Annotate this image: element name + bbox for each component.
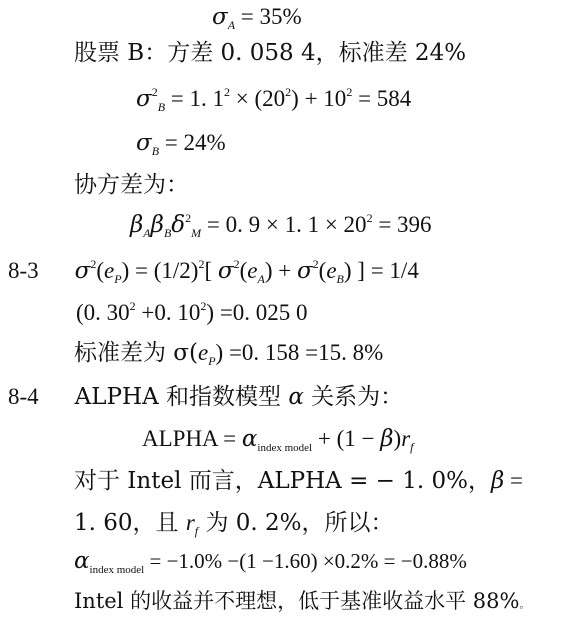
sigma-symbol: σ <box>136 86 152 112</box>
subscript-a: A <box>227 18 236 32</box>
line-8-4-heading <box>8 382 403 412</box>
subscript-index-model: index model <box>257 442 313 454</box>
superscript-2: 2 <box>366 211 373 225</box>
subscript-a: A <box>143 226 151 240</box>
superscript-2: 2 <box>233 257 240 271</box>
line-conclusion <box>74 586 529 616</box>
formula-part: ) =0. 025 0 <box>206 300 308 325</box>
formula-part: = 0. 9 × 1. 1 × 20 <box>201 212 367 237</box>
superscript-2: 2 <box>224 85 231 99</box>
line-alpha-result <box>74 546 467 576</box>
line-stock-b <box>74 38 466 68</box>
beta-symbol: β <box>490 468 505 494</box>
variable-r: r <box>401 426 411 451</box>
superscript-2: 2 <box>200 299 207 313</box>
stock-b-text: 股票 B：方差 0. 058 4，标准差 24% <box>74 40 467 66</box>
formula-part: = 584 <box>352 86 412 111</box>
superscript-2: 2 <box>90 257 97 271</box>
problem-label-8-4: 8-4 <box>8 384 39 409</box>
formula-part: × (20 <box>230 86 286 111</box>
problem-label-8-3: 8-3 <box>8 258 39 283</box>
subscript-m: M <box>191 226 202 240</box>
formula-part: ( <box>239 258 248 283</box>
line-covariance-label <box>74 170 189 200</box>
subscript-b: B <box>157 100 166 114</box>
line-alpha-formula <box>142 424 413 454</box>
sigma-symbol: σ <box>136 130 152 156</box>
subscript-f: f <box>410 440 414 454</box>
superscript-2: 2 <box>129 299 136 313</box>
line-covariance-formula <box>130 210 432 240</box>
beta-symbol: β <box>150 212 164 238</box>
formula-part: = 396 <box>372 212 432 237</box>
subscript-a: A <box>257 272 265 286</box>
sigma-symbol: σ <box>217 258 234 284</box>
formula-part: ) + 10 <box>291 86 347 111</box>
line-intel-beta <box>74 508 394 538</box>
superscript-2: 2 <box>346 85 353 99</box>
formula-part: = <box>504 468 524 493</box>
variable-e: e <box>326 258 337 283</box>
formula-part: +0. 10 <box>135 300 201 325</box>
formula-part: = 1. 1 <box>165 86 225 111</box>
value-text: = 35% <box>235 4 302 29</box>
variable-e: e <box>104 258 115 283</box>
std-dev-prefix: 标准差为 σ( <box>74 340 198 366</box>
formula-part: (0. 30 <box>76 300 130 325</box>
line-8-3-formula <box>8 256 419 286</box>
intel-rf-text: 为 0. 2%，所以： <box>198 510 394 536</box>
subscript-p: P <box>208 354 216 368</box>
value-text: = 24% <box>159 130 226 155</box>
beta-symbol: β <box>380 426 394 452</box>
superscript-2: 2 <box>285 85 292 99</box>
intel-alpha-text: 对于 Intel 而言，ALPHA = − 1. 0%， <box>74 468 491 494</box>
formula-part: ALPHA = <box>142 426 242 451</box>
line-8-3-std-dev <box>74 338 383 368</box>
sigma-symbol: σ <box>212 4 228 30</box>
sigma-symbol: σ <box>74 258 91 284</box>
formula-part: + (1 − <box>312 426 381 451</box>
formula-part: ( <box>96 258 105 283</box>
line-intel-alpha <box>74 466 523 496</box>
formula-part: ) + <box>264 258 297 283</box>
conclusion-text: Intel 的收益并不理想，低于基准收益水平 88% <box>74 589 520 613</box>
alpha-symbol: α <box>74 548 90 574</box>
beta-symbol: β <box>130 212 144 238</box>
line-sigma-a <box>212 2 302 32</box>
alpha-symbol: α <box>288 384 304 410</box>
variable-e: e <box>197 340 209 365</box>
line-sigma-b <box>136 128 226 158</box>
subscript-b: B <box>151 144 160 158</box>
superscript-2: 2 <box>198 257 205 271</box>
formula-part: = −1.0% −(1 −1.60) ×0.2% = −0.88% <box>144 549 467 573</box>
alpha-symbol: α <box>241 426 258 452</box>
formula-part: ) =0. 158 =15. 8% <box>215 340 384 365</box>
covariance-text: 协方差为： <box>74 172 189 198</box>
superscript-2: 2 <box>151 85 158 99</box>
subscript-index-model: index model <box>89 564 145 576</box>
trailing-mark: 。 <box>519 600 530 611</box>
superscript-2: 2 <box>312 257 319 271</box>
subscript-p: P <box>114 272 122 286</box>
alpha-relation-rest: 关系为： <box>303 384 404 410</box>
formula-part: ) ] = 1/4 <box>343 258 419 283</box>
subscript-f: f <box>194 524 199 538</box>
alpha-relation-text: ALPHA 和指数模型 <box>74 384 289 410</box>
formula-part: ) <box>393 426 402 451</box>
delta-symbol: δ <box>171 212 186 238</box>
variable-e: e <box>247 258 258 283</box>
formula-part: ) = (1/2) <box>121 258 199 283</box>
intel-beta-text: 1. 60，且 <box>74 510 186 536</box>
line-8-3-numbers <box>76 298 308 328</box>
formula-part: ( <box>318 258 327 283</box>
formula-part: [ <box>204 258 218 283</box>
sigma-symbol: σ <box>296 258 313 284</box>
superscript-2: 2 <box>185 211 192 225</box>
variable-r: r <box>185 510 195 535</box>
subscript-b: B <box>163 226 172 240</box>
subscript-b: B <box>336 272 344 286</box>
line-variance-b-formula <box>136 84 411 114</box>
